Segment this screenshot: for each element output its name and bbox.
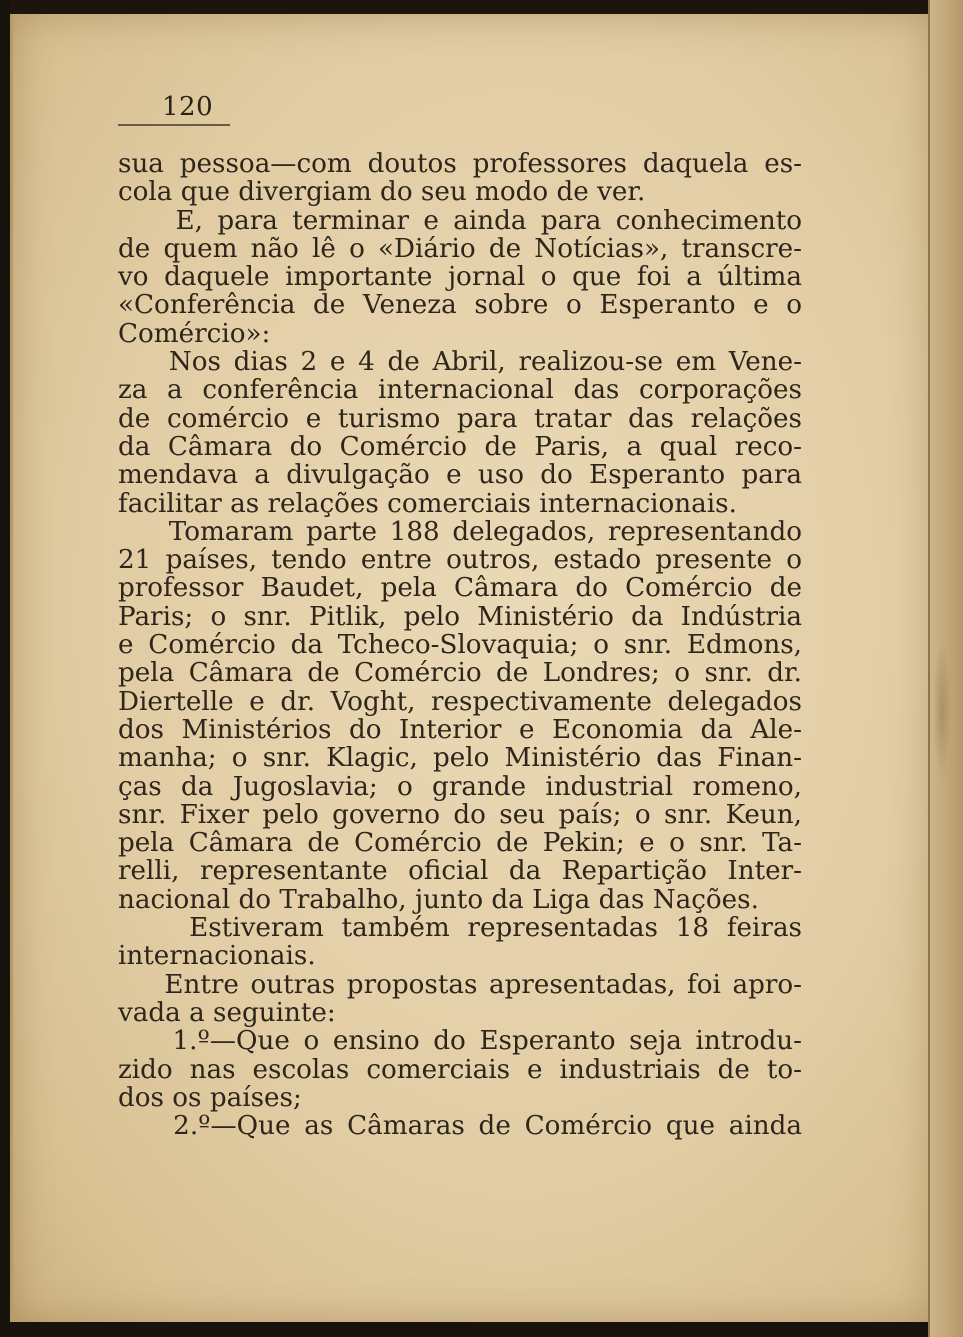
text-line: da Câmara do Comércio de Paris, a qual reco- <box>118 431 802 462</box>
text-line: internacionais. <box>118 941 316 972</box>
text-line: za a conferência internacional das corporações <box>118 375 802 406</box>
text-line: 21 países, tendo entre outros, estado presente o <box>118 545 802 576</box>
text-line: 1.º—Que o ensino do Esperanto seja introdu- <box>118 1026 802 1057</box>
text-line: facilitar as relações comerciais internacionais. <box>118 488 737 519</box>
text-line: vada a seguinte: <box>118 997 336 1028</box>
text-line: e Comércio da Tcheco-Slovaquia; o snr. Edmons, <box>118 630 802 661</box>
scan-top-border <box>10 0 928 14</box>
page-number-rule <box>118 124 230 126</box>
text-line: Nos dias 2 e 4 de Abril, realizou-se em Vene- <box>118 347 802 378</box>
page-number: 120 <box>162 92 214 122</box>
text-line: dos os países; <box>118 1082 302 1113</box>
text-line: zido nas escolas comerciais e industriais de to- <box>118 1054 802 1085</box>
text-line: ças da Jugoslavia; o grande industrial romeno, <box>118 771 802 802</box>
text-line: Diertelle e dr. Voght, respectivamente delegados <box>118 686 802 717</box>
text-line: cola que divergiam do seu modo de ver. <box>118 177 646 208</box>
text-line: relli, representante oficial da Repartição Inter- <box>118 856 802 887</box>
text-line: pela Câmara de Comércio de Pekin; e o snr. Ta- <box>118 828 802 859</box>
text-line: manha; o snr. Klagic, pelo Ministério das Finan- <box>118 743 802 774</box>
body-text <box>118 150 802 1140</box>
text-line: de quem não lê o «Diário de Notícias», transcre- <box>118 233 802 264</box>
text-line: snr. Fixer pelo governo do seu país; o snr. Keun, <box>118 799 802 830</box>
text-line: Tomaram parte 188 delegados, representando <box>118 516 802 547</box>
text-line: nacional do Trabalho, junto da Liga das Nações. <box>118 884 759 915</box>
text-line: mendava a divulgação e uso do Esperanto para <box>118 460 802 491</box>
text-line: 2.º—Que as Câmaras de Comércio que ainda <box>118 1111 802 1142</box>
text-line: dos Ministérios do Interior e Economia da Ale- <box>118 714 802 745</box>
text-line: pela Câmara de Comércio de Londres; o snr. dr. <box>118 658 802 689</box>
text-line: E, para terminar e ainda para conhecimento <box>118 205 802 236</box>
text-line: Paris; o snr. Pitlik, pelo Ministério da Indústria <box>118 601 802 632</box>
text-line: vo daquele importante jornal o que foi a última <box>118 262 802 293</box>
text-line: de comércio e turismo para tratar das relações <box>118 403 802 434</box>
text-line: professor Baudet, pela Câmara do Comércio de <box>118 573 802 604</box>
text-line: «Conferência de Veneza sobre o Esperanto e o <box>118 290 802 321</box>
facing-page-edge <box>928 0 963 1337</box>
text-line: Estiveram também representadas 18 feiras <box>118 913 802 944</box>
text-line: Entre outras propostas apresentadas, foi apro- <box>118 969 802 1000</box>
text-line: Comércio»: <box>118 318 271 349</box>
text-line: sua pessoa—com doutos professores daquela es- <box>118 149 802 179</box>
